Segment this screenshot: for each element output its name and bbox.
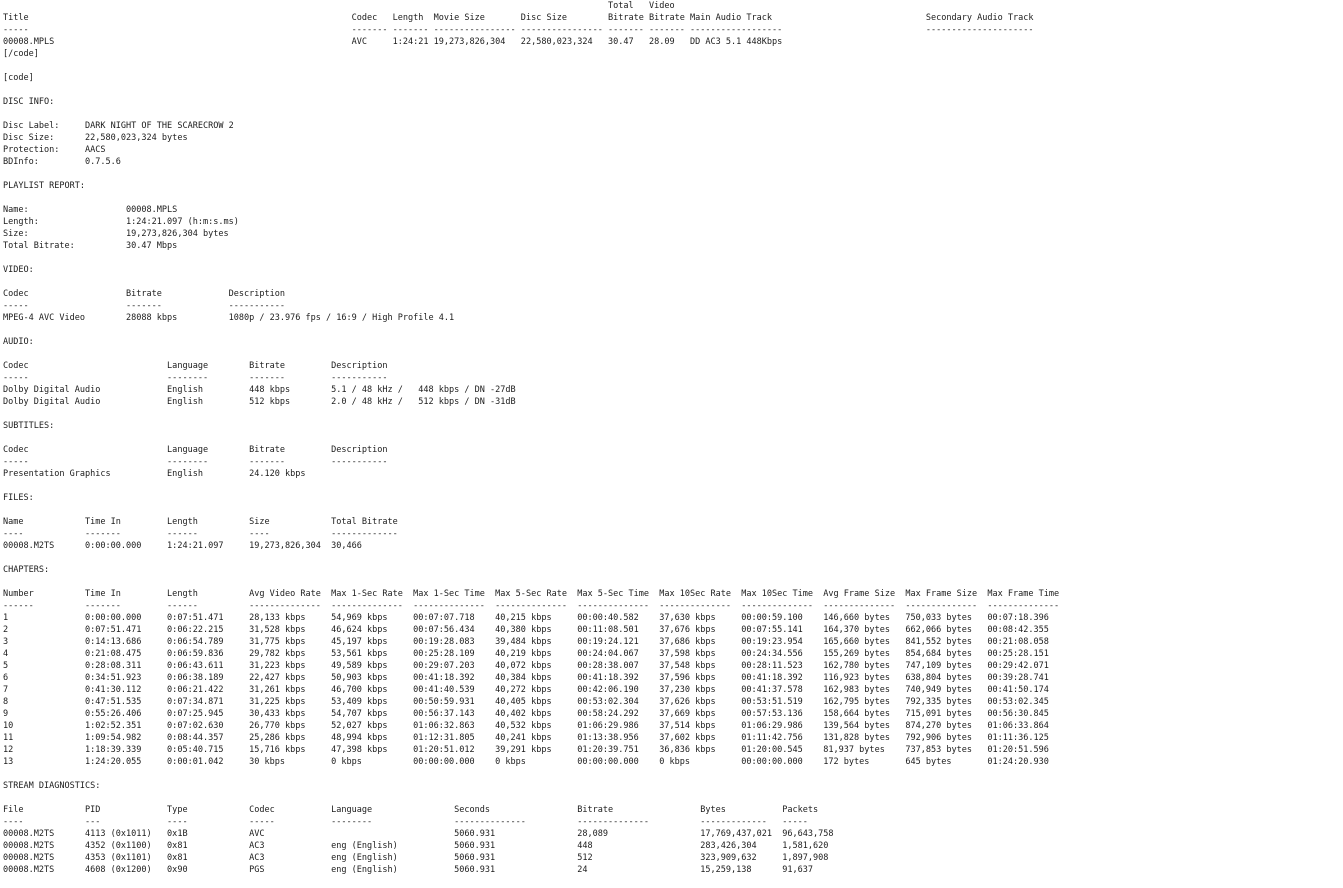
report-line: ------ ------- ------ -------------- -------------- -------------- -------------- -------------- -------------- -------------- -------------- -------------- --------------: [3, 601, 1060, 611]
report-line: SUBTITLES:: [3, 421, 55, 431]
report-line: Title Codec Length Movie Size Disc Size Bitrate Bitrate Main Audio Track Secondary Audio Track: [3, 13, 1034, 23]
report-line: Disc Size: 22,580,023,324 bytes: [3, 133, 188, 143]
report-line: Disc Label: DARK NIGHT OF THE SCARECROW 2: [3, 121, 234, 131]
report-line: [3, 432, 1059, 444]
report-line: [3, 252, 1059, 264]
report-line: 12 1:18:39.339 0:05:40.715 15,716 kbps 47,398 kbps 01:20:51.012 39,291 kbps 01:20:39.751 36,836 kbps 01:20:00.545 81,937 bytes 737,853 bytes 01:20:51.596: [3, 745, 1049, 755]
report-line: [3, 576, 1059, 588]
report-line: CHAPTERS:: [3, 565, 50, 575]
report-line: DISC INFO:: [3, 97, 55, 107]
report-line: 6 0:34:51.923 0:06:38.189 22,427 kbps 50,903 kbps 00:41:18.392 40,384 kbps 00:41:18.392 37,596 kbps 00:41:18.392 116,923 bytes 638,804 bytes 00:39:28.741: [3, 673, 1049, 683]
report-line: 8 0:47:51.535 0:07:34.871 31,225 kbps 53,409 kbps 00:50:59.931 40,405 kbps 00:53:02.304 37,626 kbps 00:53:51.519 162,795 bytes 792,335 bytes 00:53:02.345: [3, 697, 1049, 707]
report-line: 5 0:28:08.311 0:06:43.611 31,223 kbps 49,589 kbps 00:29:07.203 40,072 kbps 00:28:38.007 37,548 kbps 00:28:11.523 162,780 bytes 747,109 bytes 00:29:42.071: [3, 661, 1049, 671]
report-line: 00008.M2TS 4608 (0x1200) 0x90 PGS eng (English) 5060.931 24 15,259,138 91,637: [3, 865, 814, 875]
report-line: Dolby Digital Audio English 448 kbps 5.1 / 48 kHz / 448 kbps / DN -27dB: [3, 385, 516, 395]
report-line: [3, 60, 1059, 72]
report-line: Dolby Digital Audio English 512 kbps 2.0 / 48 kHz / 512 kbps / DN -31dB: [3, 397, 516, 407]
report-line: PLAYLIST REPORT:: [3, 181, 86, 191]
report-line: [3, 480, 1059, 492]
report-line: 00008.M2TS 4353 (0x1101) 0x81 AC3 eng (English) 5060.931 512 323,909,632 1,897,908: [3, 853, 829, 863]
report-line: Codec Language Bitrate Description: [3, 361, 388, 371]
report-line: [3, 408, 1059, 420]
report-line: 11 1:09:54.982 0:08:44.357 25,286 kbps 48,994 kbps 01:12:31.805 40,241 kbps 01:13:38.956 37,602 kbps 01:11:42.756 131,828 bytes 792,906 bytes 01:11:36.125: [3, 733, 1049, 743]
report-line: [code]: [3, 73, 34, 83]
report-line: [3, 192, 1059, 204]
report-line: [3, 348, 1059, 360]
report-line: 00008.M2TS 4113 (0x1011) 0x1B AVC 5060.931 28,089 17,769,437,021 96,643,758: [3, 829, 834, 839]
report-line: AUDIO:: [3, 337, 34, 347]
report-line: File PID Type Codec Language Seconds Bitrate Bytes Packets: [3, 805, 819, 815]
report-line: Name: 00008.MPLS: [3, 205, 178, 215]
report-line: 00008.MPLS AVC 1:24:21 19,273,826,304 22,580,023,324 30.47 28.09 DD AC3 5.1 448Kbps: [3, 37, 783, 47]
bdinfo-report: [3, 0, 1059, 876]
report-line: 10 1:02:52.351 0:07:02.630 26,770 kbps 52,027 kbps 01:06:32.863 40,532 kbps 01:06:29.986 37,514 kbps 01:06:29.986 139,564 bytes 874,270 bytes 01:06:33.864: [3, 721, 1049, 731]
report-line: Protection: AACS: [3, 145, 106, 155]
report-line: Number Time In Length Avg Video Rate Max 1-Sec Rate Max 1-Sec Time Max 5-Sec Rate Max 5-Sec Time Max 10Sec Rate Max 10Sec Time Avg Frame Size Max Frame Size Max Frame Time: [3, 589, 1060, 599]
report-line: ---- ------- ------ ---- -------------: [3, 529, 398, 539]
report-line: Size: 19,273,826,304 bytes: [3, 229, 229, 239]
report-line: ---- --- ---- ----- -------- -------------- -------------- ------------- -----: [3, 817, 808, 827]
report-line: 3 0:14:13.686 0:06:54.789 31,775 kbps 45,197 kbps 00:19:28.083 39,484 kbps 00:19:24.121 37,686 kbps 00:19:23.954 165,660 bytes 841,552 bytes 00:21:08.058: [3, 637, 1049, 647]
report-line: Codec Language Bitrate Description: [3, 445, 388, 455]
report-line: [3, 552, 1059, 564]
report-line: Presentation Graphics English 24.120 kbps: [3, 469, 306, 479]
report-line: MPEG-4 AVC Video 28088 kbps 1080p / 23.976 fps / 16:9 / High Profile 4.1: [3, 313, 455, 323]
report-line: FILES:: [3, 493, 34, 503]
report-line: [3, 768, 1059, 780]
report-line: [3, 108, 1059, 120]
report-line: VIDEO:: [3, 265, 34, 275]
report-line: [3, 792, 1059, 804]
report-line: [3, 276, 1059, 288]
report-line: [3, 324, 1059, 336]
report-line: [3, 84, 1059, 96]
report-line: 1 0:00:00.000 0:07:51.471 28,133 kbps 54,969 kbps 00:07:07.718 40,215 kbps 00:00:40.582 37,630 kbps 00:00:59.100 146,660 bytes 750,033 bytes 00:07:18.396: [3, 613, 1049, 623]
report-line: 9 0:55:26.406 0:07:25.945 30,433 kbps 54,707 kbps 00:56:37.143 40,402 kbps 00:58:24.292 37,669 kbps 00:57:53.136 158,664 bytes 715,091 bytes 00:56:30.845: [3, 709, 1049, 719]
report-line: Total Bitrate: 30.47 Mbps: [3, 241, 178, 251]
report-line: 2 0:07:51.471 0:06:22.215 31,528 kbps 46,624 kbps 00:07:56.434 40,380 kbps 00:11:08.501 37,676 kbps 00:07:55.141 164,370 bytes 662,066 bytes 00:08:42.355: [3, 625, 1049, 635]
report-line: Total Video: [3, 1, 675, 11]
report-line: [/code]: [3, 49, 39, 59]
report-line: 00008.M2TS 4352 (0x1100) 0x81 AC3 eng (English) 5060.931 448 283,426,304 1,581,620: [3, 841, 829, 851]
report-line: 00008.M2TS 0:00:00.000 1:24:21.097 19,273,826,304 30,466: [3, 541, 362, 551]
report-line: 4 0:21:08.475 0:06:59.836 29,782 kbps 53,561 kbps 00:25:28.109 40,219 kbps 00:24:04.067 37,598 kbps 00:24:34.556 155,269 bytes 854,684 bytes 00:25:28.151: [3, 649, 1049, 659]
report-line: Name Time In Length Size Total Bitrate: [3, 517, 398, 527]
report-line: Length: 1:24:21.097 (h:m:s.ms): [3, 217, 239, 227]
report-line: ----- ------- -----------: [3, 301, 285, 311]
report-line: Codec Bitrate Description: [3, 289, 285, 299]
report-line: ----- ------- ------- ---------------- ---------------- ------- ------- ------------------ ---------------------: [3, 25, 1034, 35]
report-line: 13 1:24:20.055 0:00:01.042 30 kbps 0 kbps 00:00:00.000 0 kbps 00:00:00.000 0 kbps 00:00:00.000 172 bytes 645 bytes 01:24:20.930: [3, 757, 1049, 767]
report-line: 7 0:41:30.112 0:06:21.422 31,261 kbps 46,700 kbps 00:41:40.539 40,272 kbps 00:42:06.190 37,230 kbps 00:41:37.578 162,983 bytes 740,949 bytes 00:41:50.174: [3, 685, 1049, 695]
report-line: [3, 504, 1059, 516]
report-line: ----- -------- ------- -----------: [3, 457, 388, 467]
report-line: [3, 168, 1059, 180]
report-line: BDInfo: 0.7.5.6: [3, 157, 121, 167]
report-line: STREAM DIAGNOSTICS:: [3, 781, 101, 791]
report-line: ----- -------- ------- -----------: [3, 373, 388, 383]
